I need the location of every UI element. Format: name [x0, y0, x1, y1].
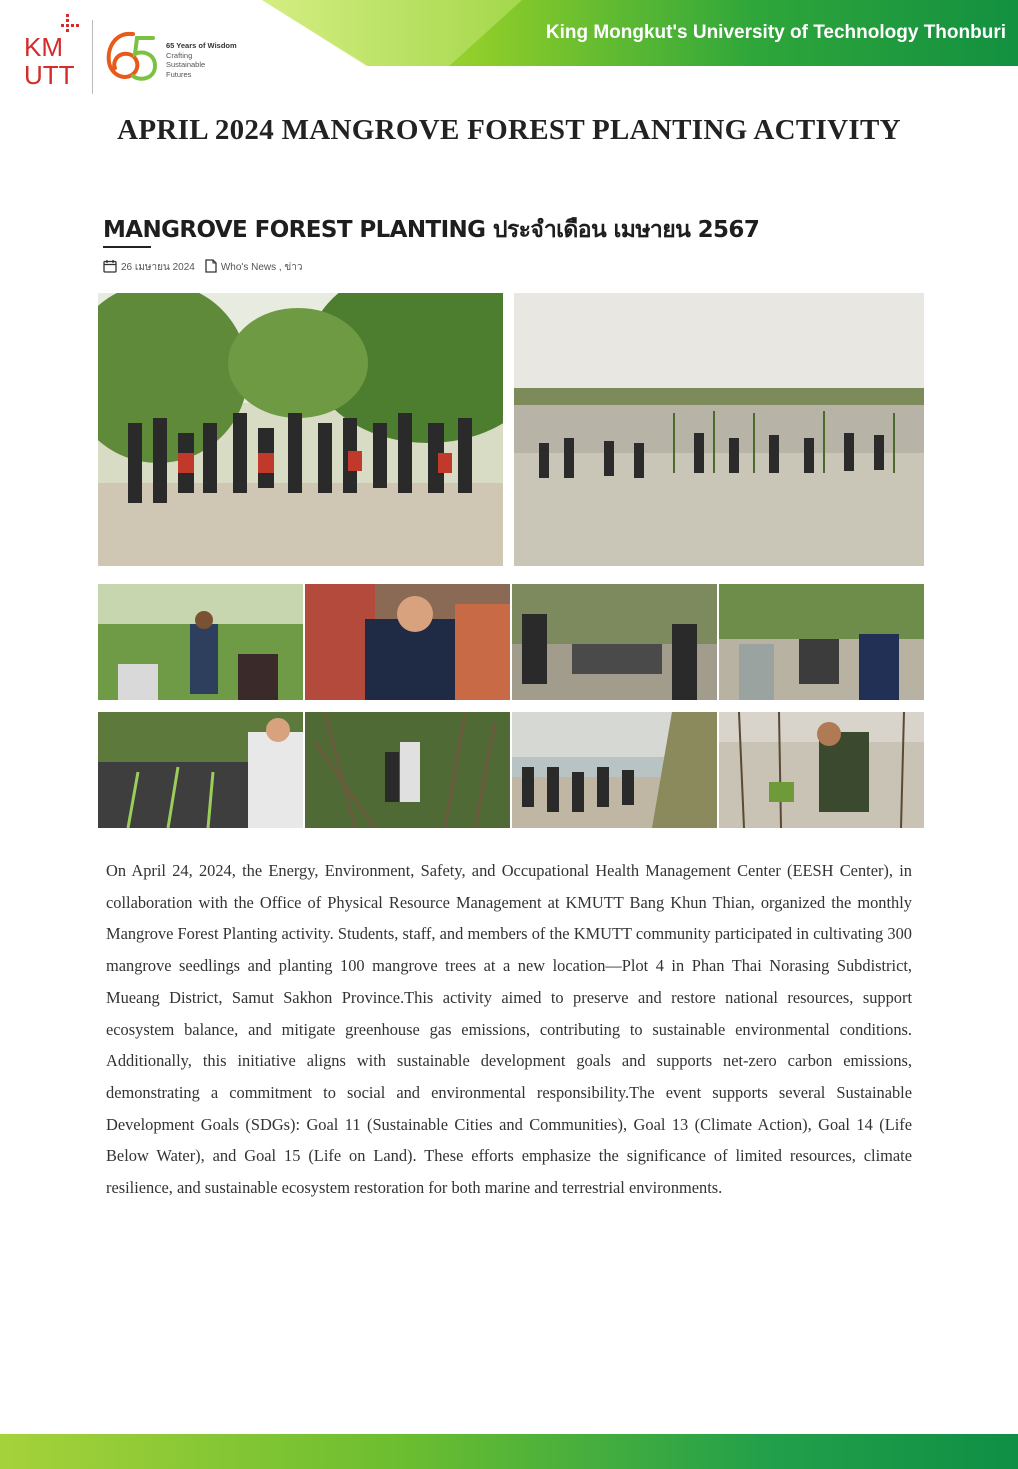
logo-divider [92, 20, 93, 94]
instructor-photo [98, 584, 303, 700]
seedlings-closeup-photo [98, 712, 303, 828]
document-icon [205, 259, 221, 276]
document-title: APRIL 2024 MANGROVE FOREST PLANTING ACTIVITY [117, 114, 901, 146]
anniversary-tagline: 65 Years of Wisdom Crafting Sustainable Futures [166, 41, 237, 79]
svg-text:KM: KM [24, 32, 63, 62]
calendar-icon [103, 259, 121, 276]
seedling-table-photo [512, 584, 717, 700]
svg-text:UTT: UTT [24, 60, 75, 90]
post-date: 26 เมษายน 2024 [121, 262, 195, 273]
potting-group-photo [719, 584, 924, 700]
university-name: King Mongkut's University of Technology Thonburi [545, 22, 1006, 43]
article-body: On April 24, 2024, the Energy, Environment, Safety, and Occupational Health Management Center (EESH Center), in collaboration with the Office of Physical Resource Management at KMUTT Bang Khun Thian, organized the monthly Mangrove Forest Planting activity. Students, staff, and members of the KMUTT community participated in cultivating 300 mangrove seedlings and planting 100 mangrove trees at a new location—Plot 4 in Phan Thai Norasing Subdistrict, Mueang District, Samut Sakhon Province.This activity aimed to preserve and restore national resources, support ecosystem balance, and mitigate greenhouse gas emissions, contributing to sustainable environmental conditions. Additionally, this initiative aligns with sustainable development goals and supports net-zero carbon emissions, demonstrating a commitment to social and environmental responsibility.The event supports several Sustainable Development Goals (SDGs): Goal 11 (Sustainable Cities and Communities), Goal 13 (Climate Action), Goal 14 (Life Below Water), and Goal 15 (Life on Land). These efforts emphasize the significance of limited resources, climate resilience, and sustainable ecosystem restoration for both marine and terrestrial environments. [106, 861, 912, 1198]
group-photo [98, 293, 503, 566]
kmutt-logo [22, 14, 88, 90]
title-underline [103, 246, 151, 248]
post-meta [103, 259, 303, 276]
post-categories[interactable]: Who's News , ข่าว [220, 262, 303, 273]
planting-tree-photo [719, 712, 924, 828]
students-potting-photo [305, 584, 510, 700]
footer-band [0, 1434, 1018, 1469]
shore-walk-photo [512, 712, 717, 828]
post-title: MANGROVE FOREST PLANTING ประจำเดือน เมษายน 2567 [103, 217, 760, 243]
forest-walk-photo [305, 712, 510, 828]
anniversary-65-logo [103, 28, 161, 86]
planting-in-water-photo [514, 293, 924, 566]
